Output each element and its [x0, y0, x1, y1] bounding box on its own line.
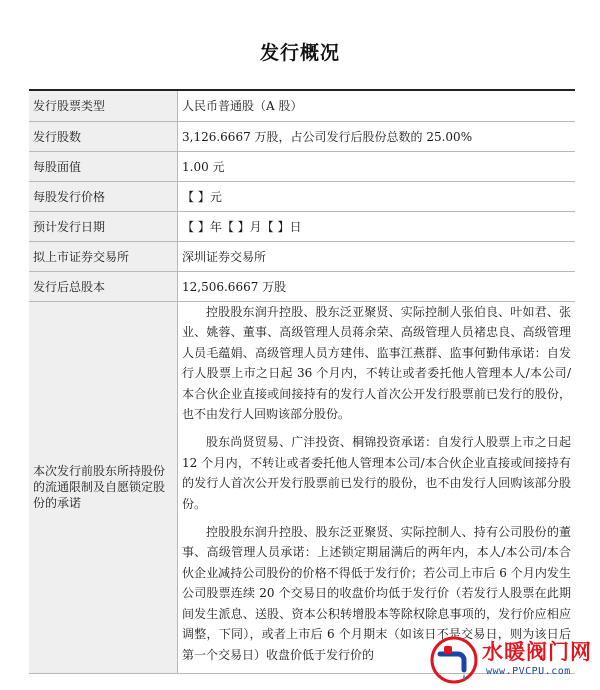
table-row	[29, 272, 575, 302]
promise-paragraph: 控股股东润升控股、股东泛亚聚贤、实际控制人张伯良、叶如君、张业、姚蓉、董事、高级管理人员蒋余荣、高级管理人员褚忠良、高级管理人员毛蕴娟、高级管理人员方建伟、监事江燕群、监事何勤伟承诺：自发行人股票上市之日起 36 个月内，不转让或者委托他人管理本人/本公司/本合伙企业直接或间接持有的发行人首次公开发行股票前已发行的股份，也不由发行人回购该部分股份。	[182, 305, 571, 422]
promise-paragraph: 股东尚贤贸易、广沣投资、桐锦投资承诺：自发行人股票上市之日起 12 个月内，不转让或者委托他人管理本公司/本合伙企业直接或间接持有的发行人首次公开发行股票前已发行的股份，也不由发行人回购该部分股份。	[182, 435, 571, 511]
row-label: 每股面值	[29, 152, 178, 182]
row-label: 发行股数	[29, 122, 178, 152]
table-row	[29, 242, 575, 272]
row-value: 【 】年【 】月【 】日	[178, 212, 576, 242]
table-row	[29, 122, 575, 152]
row-label: 每股发行价格	[29, 182, 178, 212]
row-value: 深圳证券交易所	[178, 242, 576, 272]
row-value: 1.00 元	[178, 152, 576, 182]
issuance-overview-table	[29, 89, 575, 674]
row-label: 拟上市证券交易所	[29, 242, 178, 272]
watermark-name: 水暖阀门网	[482, 640, 592, 664]
row-label: 预计发行日期	[29, 212, 178, 242]
page-title: 发行概况	[259, 42, 340, 64]
table-row	[29, 90, 575, 122]
row-value: 【 】元	[178, 182, 576, 212]
promise-content	[178, 302, 576, 674]
table-row	[29, 182, 575, 212]
watermark-url: www.PVCPU.com	[486, 666, 571, 677]
row-label: 发行股票类型	[29, 90, 178, 122]
row-value: 3,126.6667 万股，占公司发行后股份总数的 25.00%	[178, 122, 576, 152]
table-row-lockup-promise	[29, 302, 575, 674]
table-row	[29, 152, 575, 182]
table-row	[29, 212, 575, 242]
promise-paragraph: 控股股东润升控股、股东泛亚聚贤、实际控制人、持有公司股份的董事、高级管理人员承诺：上述锁定期届满后的两年内，本人/本公司/本合伙企业减持公司股份的价格不得低于发行价；若公司上市后 6 个月内发生公司股票连续 20 个交易日的收盘价均低于发行价（若发行人股票在此期间发生派息、送股、资本公积转增股本等除权除息事项的，发行价应相应调整，下同），或者上市后 6 个月期末（如该日不是交易日，则为该日后第一个交易日）收盘价低于发行价的	[182, 525, 571, 662]
row-label: 发行后总股本	[29, 272, 178, 302]
row-value: 人民币普通股（A 股）	[178, 90, 576, 122]
row-value: 12,506.6667 万股	[178, 272, 576, 302]
promise-label: 本次发行前股东所持股份的流通限制及自愿锁定股份的承诺	[29, 302, 178, 674]
